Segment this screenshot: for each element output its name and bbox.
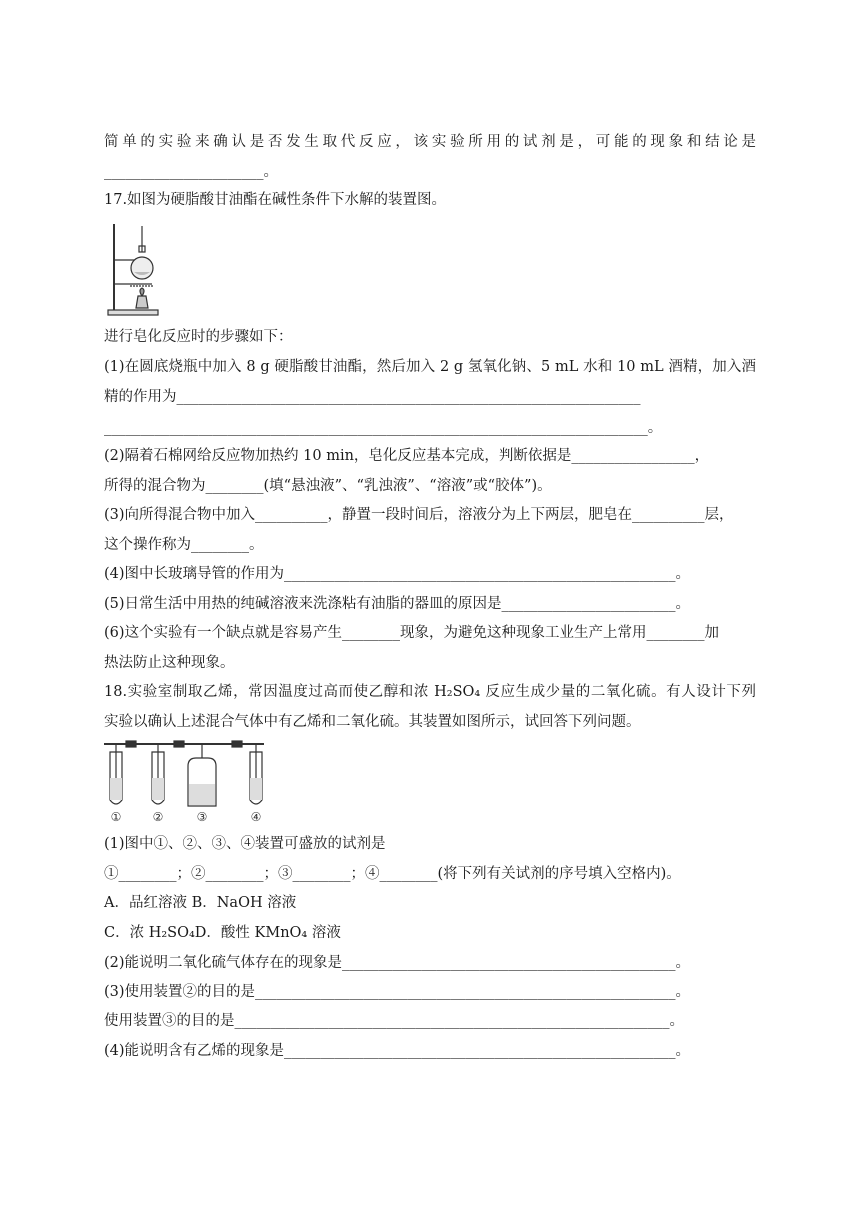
bottle-label-3: ③	[196, 810, 208, 824]
text-line: ___________________________________________________________________________。	[104, 420, 663, 436]
text-line: 所得的混合物为________(填“悬浊液”、“乳浊液”、“溶液”或“胶体”)。	[104, 478, 552, 494]
tube-label-1: ①	[110, 810, 122, 824]
text-line: (1)图中①、②、③、④装置可盛放的试剂是	[104, 836, 386, 852]
text-line: (2)能说明二氧化硫气体存在的现象是______________________________________________。	[104, 955, 691, 971]
text-line: 简单的实验来确认是否发生取代反应，该实验所用的试剂是，可能的现象和结论是	[104, 134, 756, 150]
option-line: C．浓 H₂SO₄D．酸性 KMnO₄ 溶液	[104, 925, 341, 941]
text-line: ______________________。	[104, 164, 278, 180]
text-line: (5)日常生活中用热的纯碱溶液来洗涤粘有油脂的器皿的原因是________________________。	[104, 596, 691, 612]
tube-label-2: ②	[152, 810, 164, 824]
tube-label-4: ④	[250, 810, 262, 824]
text-line: (3)使用装置②的目的是__________________________________________________________。	[104, 984, 691, 1000]
text-line: (6)这个实验有一个缺点就是容易产生________现象，为避免这种现象工业生产上常用________加	[104, 625, 720, 641]
question-18-stem: 18.实验室制取乙烯，常因温度过高而使乙醇和浓 H₂SO₄ 反应生成少量的二氧化硫。有人设计下列	[104, 684, 756, 700]
text-line: (4)能说明含有乙烯的现象是______________________________________________________。	[104, 1043, 691, 1059]
text-line: 进行皂化反应时的步骤如下：	[104, 329, 293, 345]
ethylene-test-apparatus-figure	[104, 738, 268, 824]
text-line: (1)在圆底烧瓶中加入 8 g 硬脂酸甘油酯，然后加入 2 g 氢氧化钠、5 mL 水和 10 mL 酒精，加入酒	[104, 359, 756, 375]
text-line: 热法防止这种现象。	[104, 655, 235, 671]
text-line: ①________；②________；③________；④________(将下列有关试剂的序号填入空格内)。	[104, 866, 681, 882]
text-line: 使用装置③的目的是____________________________________________________________。	[104, 1013, 684, 1029]
text-line: (2)隔着石棉网给反应物加热约 10 min，皂化反应基本完成，判断依据是_________________，	[104, 448, 710, 464]
text-line: 这个操作称为________。	[104, 537, 264, 553]
question-17-stem: 17.如图为硬脂酸甘油酯在碱性条件下水解的装置图。	[104, 192, 447, 208]
text-line: (3)向所得混合物中加入__________，静置一段时间后，溶液分为上下两层，肥皂在__________层，	[104, 507, 734, 523]
text-line: 精的作用为________________________________________________________________	[104, 389, 641, 405]
text-line: 实验以确认上述混合气体中有乙烯和二氧化硫。其装置如图所示，试回答下列问题。	[104, 714, 641, 730]
option-line: A．品红溶液 B．NaOH 溶液	[104, 895, 297, 911]
text-line: (4)图中长玻璃导管的作用为______________________________________________________。	[104, 566, 691, 582]
saponification-apparatus-figure	[104, 222, 164, 318]
